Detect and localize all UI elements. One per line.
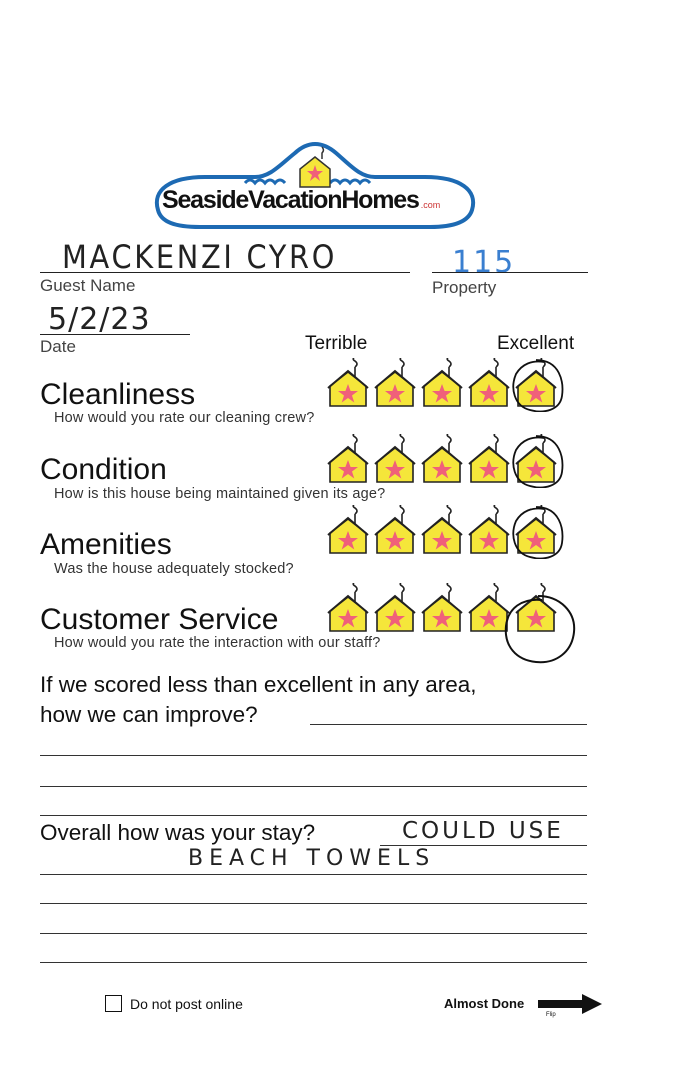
logo-wordmark: SeasideVacationHomes .com (162, 186, 441, 214)
rating-house-5[interactable] (516, 434, 556, 482)
date-line (40, 334, 190, 335)
rating-house-1[interactable] (328, 505, 368, 553)
improve-answer-line-2[interactable] (40, 786, 587, 787)
category-title-condition: Condition (40, 453, 167, 486)
property-value: 115 (452, 245, 516, 280)
category-question-condition: How is this house being maintained given its age? (54, 486, 386, 502)
improve-answer-line-0[interactable] (310, 724, 587, 725)
rating-house-2[interactable] (375, 358, 415, 406)
scale-terrible: Terrible (305, 333, 368, 354)
rating-house-4[interactable] (469, 505, 509, 553)
date-label: Date (40, 337, 76, 356)
improve-question-line1: If we scored less than excellent in any area, (40, 672, 477, 697)
rating-house-2[interactable] (375, 583, 415, 631)
rating-house-3[interactable] (422, 505, 462, 553)
overall-answer-line1: COULD USE (402, 818, 564, 844)
rating-house-3[interactable] (422, 583, 462, 631)
overall-question: Overall how was your stay? (40, 820, 316, 845)
do-not-post-label: Do not post online (130, 996, 243, 1012)
rating-condition (325, 434, 575, 488)
rating-house-3[interactable] (422, 358, 462, 406)
improve-answer-line-1[interactable] (40, 755, 587, 756)
rating-amenities (325, 505, 575, 559)
rating-house-1[interactable] (328, 434, 368, 482)
almost-done-label: Almost Done (444, 996, 525, 1011)
property-line (432, 272, 588, 273)
guest-name-line (40, 272, 410, 273)
flip-label: Flip (546, 1012, 556, 1018)
rating-circle-customer-service (498, 590, 580, 668)
date-value: 5/2/23 (48, 302, 151, 337)
property-label: Property (432, 278, 497, 297)
rating-cleanliness (325, 358, 575, 412)
category-question-customer-service: How would you rate the interaction with our staff? (54, 635, 381, 651)
guest-name-value: MACKENZI CYRO (62, 238, 338, 276)
do-not-post-checkbox[interactable] (105, 995, 122, 1012)
rating-house-4[interactable] (469, 434, 509, 482)
rating-house-4[interactable] (469, 358, 509, 406)
category-title-amenities: Amenities (40, 528, 172, 561)
overall-answer-line-2[interactable] (40, 903, 587, 904)
overall-answer-line-3[interactable] (40, 933, 587, 934)
rating-house-1[interactable] (328, 583, 368, 631)
overall-answer-line-1[interactable] (40, 874, 587, 875)
improve-answer-line-3[interactable] (40, 815, 587, 816)
category-question-amenities: Was the house adequately stocked? (54, 561, 294, 577)
guest-name-label: Guest Name (40, 276, 136, 295)
rating-house-2[interactable] (375, 505, 415, 553)
rating-house-3[interactable] (422, 434, 462, 482)
category-title-customer-service: Customer Service (40, 603, 279, 636)
seaside-logo (150, 135, 480, 230)
improve-question-line2: how we can improve? (40, 702, 258, 727)
scale-excellent: Excellent (497, 333, 575, 354)
rating-house-5[interactable] (516, 358, 556, 406)
overall-answer-line2: BEACH TOWELS (188, 846, 436, 871)
rating-house-1[interactable] (328, 358, 368, 406)
rating-house-5[interactable] (516, 505, 556, 553)
category-title-cleanliness: Cleanliness (40, 378, 196, 411)
flip-arrow-icon (538, 992, 604, 1018)
overall-answer-line-4[interactable] (40, 962, 587, 963)
rating-house-2[interactable] (375, 434, 415, 482)
category-question-cleanliness: How would you rate our cleaning crew? (54, 410, 315, 426)
